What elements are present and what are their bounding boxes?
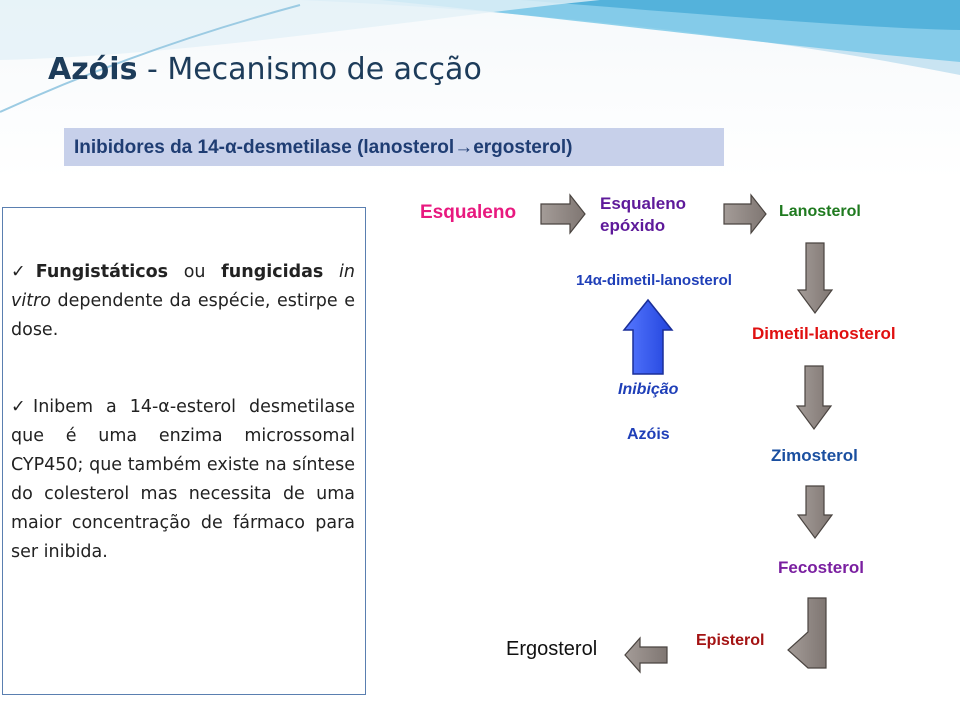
term-fungicidas: fungicidas xyxy=(221,262,324,282)
arrow-right-epoxido xyxy=(724,195,766,233)
label-inibicao: Inibição xyxy=(618,381,679,398)
label-epoxido-line1: Esqualeno xyxy=(600,194,686,213)
paragraph-activity-rest: dependente da espécie, estirpe e dose. xyxy=(11,291,355,340)
label-14-dimetil-lanosterol xyxy=(576,272,732,289)
label-ergosterol: Ergosterol xyxy=(506,638,598,660)
banner-text-middle: -desmetilase (lanosterol xyxy=(236,137,455,158)
text-ou: ou xyxy=(168,262,222,282)
arrow-down-lanosterol xyxy=(798,243,832,313)
term-in-vitro: in vitro xyxy=(11,262,355,311)
banner-alpha: α xyxy=(224,137,237,158)
arrow-right-esqualeno xyxy=(541,195,585,233)
label-dimetil-lanosterol: Dimetil-lanosterol xyxy=(752,324,896,343)
label-zimosterol: Zimosterol xyxy=(771,446,858,465)
label-dimetil-alpha: α xyxy=(592,272,602,289)
arrow-left-episterol xyxy=(625,638,667,672)
label-epoxido-line2: epóxido xyxy=(600,216,666,235)
checkmark-icon: ✓ xyxy=(11,397,34,417)
checkmark-icon: ✓ xyxy=(11,262,36,282)
term-fungistaticos: Fungistáticos xyxy=(35,262,169,282)
arrow-down-left-fecosterol xyxy=(788,598,826,668)
label-lanosterol: Lanosterol xyxy=(779,203,861,220)
banner-arrow-symbol: → xyxy=(454,137,474,158)
arrow-down-dimetil xyxy=(797,366,831,429)
title-strong: Azóis xyxy=(48,52,138,87)
paragraph-mechanism-alpha: α xyxy=(158,397,170,417)
arrow-down-zimosterol xyxy=(798,486,832,538)
title-rest: - Mecanismo de acção xyxy=(137,52,482,87)
label-dimetil-prefix: 14 xyxy=(576,272,593,289)
label-dimetil-suffix: -dimetil-lanosterol xyxy=(601,272,732,289)
paragraph-mechanism-before: Inibem a 14- xyxy=(33,397,159,417)
banner-text-before: Inibidores da 14- xyxy=(74,137,225,158)
label-esqualeno-epoxido xyxy=(600,193,686,237)
label-azois: Azóis xyxy=(627,426,670,443)
paragraph-mechanism-after: -esterol desmetilase que é uma enzima microssomal CYP450; que também existe na síntese do colesterol mas necessita de uma maior concentração de fármaco para ser inibida. xyxy=(11,397,355,562)
arrow-up-inhibition xyxy=(624,300,672,374)
label-esqualeno: Esqualeno xyxy=(420,202,517,223)
banner-text-after: ergosterol) xyxy=(473,137,573,158)
label-episterol: Episterol xyxy=(696,632,765,649)
label-fecosterol: Fecosterol xyxy=(778,558,864,577)
